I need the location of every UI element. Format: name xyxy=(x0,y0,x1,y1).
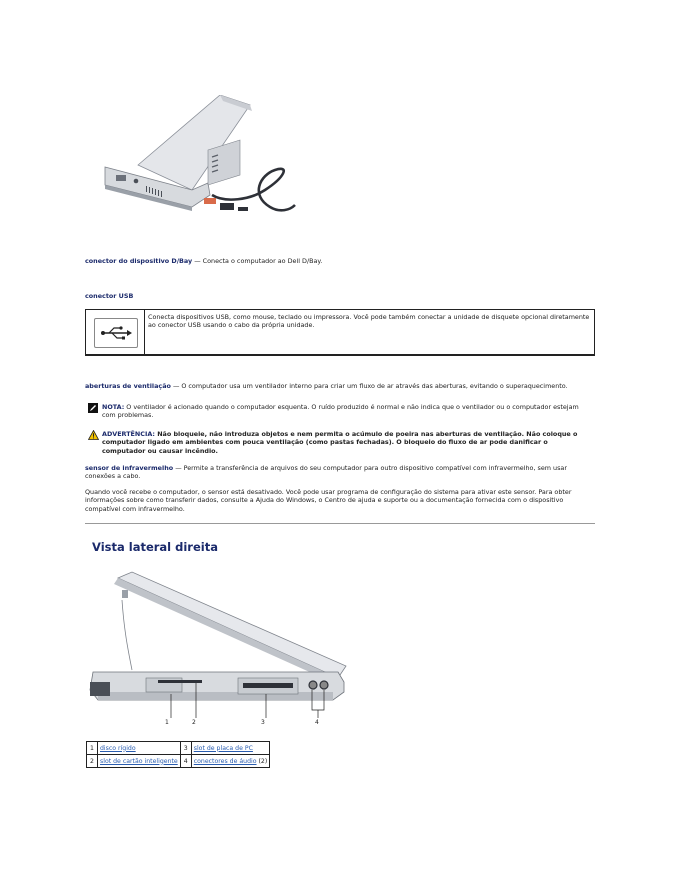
part-link-hard-drive[interactable]: disco rígido xyxy=(100,744,136,752)
warning-text-block xyxy=(102,430,592,455)
part-suffix: (2) xyxy=(256,757,268,765)
note-pencil-icon xyxy=(88,403,98,413)
laptop-right-side-illustration xyxy=(88,570,353,730)
vents-term: aberturas de ventilação xyxy=(85,382,171,390)
warning-triangle-icon xyxy=(88,430,99,440)
note-text: O ventilador é acionado quando o computador esquenta. O ruído produzido é normal e não indica que o ventilador ou o computador estejam com problemas. xyxy=(102,403,579,420)
part-number: 4 xyxy=(180,755,191,768)
callout-1: 1 xyxy=(165,719,169,726)
vents-description xyxy=(85,382,595,390)
part-number: 1 xyxy=(87,742,98,755)
part-cell xyxy=(98,742,181,755)
callout-4: 4 xyxy=(315,719,319,726)
part-cell xyxy=(191,742,270,755)
infrared-term: sensor de infravermelho xyxy=(85,464,174,472)
callout-2: 2 xyxy=(192,719,196,726)
part-link-smart-card-slot[interactable]: slot de cartão inteligente xyxy=(100,757,178,765)
infrared-description xyxy=(85,464,595,481)
note-text-block xyxy=(102,403,592,420)
warning-text: Não bloqueie, não introduza objetos e nem permita o acúmulo de poeira nas aberturas de ventilação. Não coloque o computador ligado em ambientes com pouca ventilação (como pastas fechadas). O bloqueio do fluxo de ar pode danificar o computador ou causar incêndio. xyxy=(102,430,578,455)
infrared-paragraph: Quando você recebe o computador, o sensor está desativado. Você pode usar programa de configuração do sistema para ativar este sensor. Para obter informações sobre como transferir dados, consulte a Ajuda do Windows, o Centro de ajuda e suporte ou a documentação fornecida com o dispositivo compatível com infravermelho. xyxy=(85,488,572,513)
parts-table xyxy=(86,741,270,768)
part-cell xyxy=(191,755,270,768)
part-link-audio-connectors[interactable]: conectores de áudio xyxy=(193,757,257,765)
table-row xyxy=(87,742,270,755)
callout-3: 3 xyxy=(261,719,265,726)
usb-icon-cell xyxy=(86,310,145,354)
section-title: Vista lateral direita xyxy=(92,540,218,554)
laptop-left-side-illustration xyxy=(100,95,300,220)
warning-label: ADVERTÊNCIA: xyxy=(102,430,155,438)
usb-table xyxy=(85,309,595,356)
part-link-pc-card-slot[interactable]: slot de placa de PC xyxy=(193,744,253,752)
usb-icon xyxy=(95,319,137,347)
vents-text: — O computador usa um ventilador interno para criar um fluxo de ar através das aberturas, evitando o superaquecimento. xyxy=(170,382,568,390)
section-divider xyxy=(85,523,595,524)
dbay-term: conector do dispositivo D/Bay xyxy=(85,257,193,265)
usb-icon-frame xyxy=(94,318,138,348)
table-row xyxy=(87,755,270,768)
dbay-text: — Conecta o computador ao Dell D/Bay. xyxy=(192,257,323,265)
note-label: NOTA: xyxy=(102,403,125,411)
part-number: 3 xyxy=(180,742,191,755)
usb-description: Conecta dispositivos USB, como mouse, teclado ou impressora. Você pode também conectar a unidade de disquete opcional diretamente ao conector USB usando o cabo da própria unidade. xyxy=(148,313,590,330)
part-number: 2 xyxy=(87,755,98,768)
dbay-connector-description xyxy=(85,257,595,265)
infrared-text: — Permite a transferência de arquivos do seu computador para outro dispositivo compatível com infravermelho, sem usar conexões a cabo. xyxy=(85,464,567,481)
usb-heading: conector USB xyxy=(85,292,134,300)
part-cell xyxy=(98,755,181,768)
